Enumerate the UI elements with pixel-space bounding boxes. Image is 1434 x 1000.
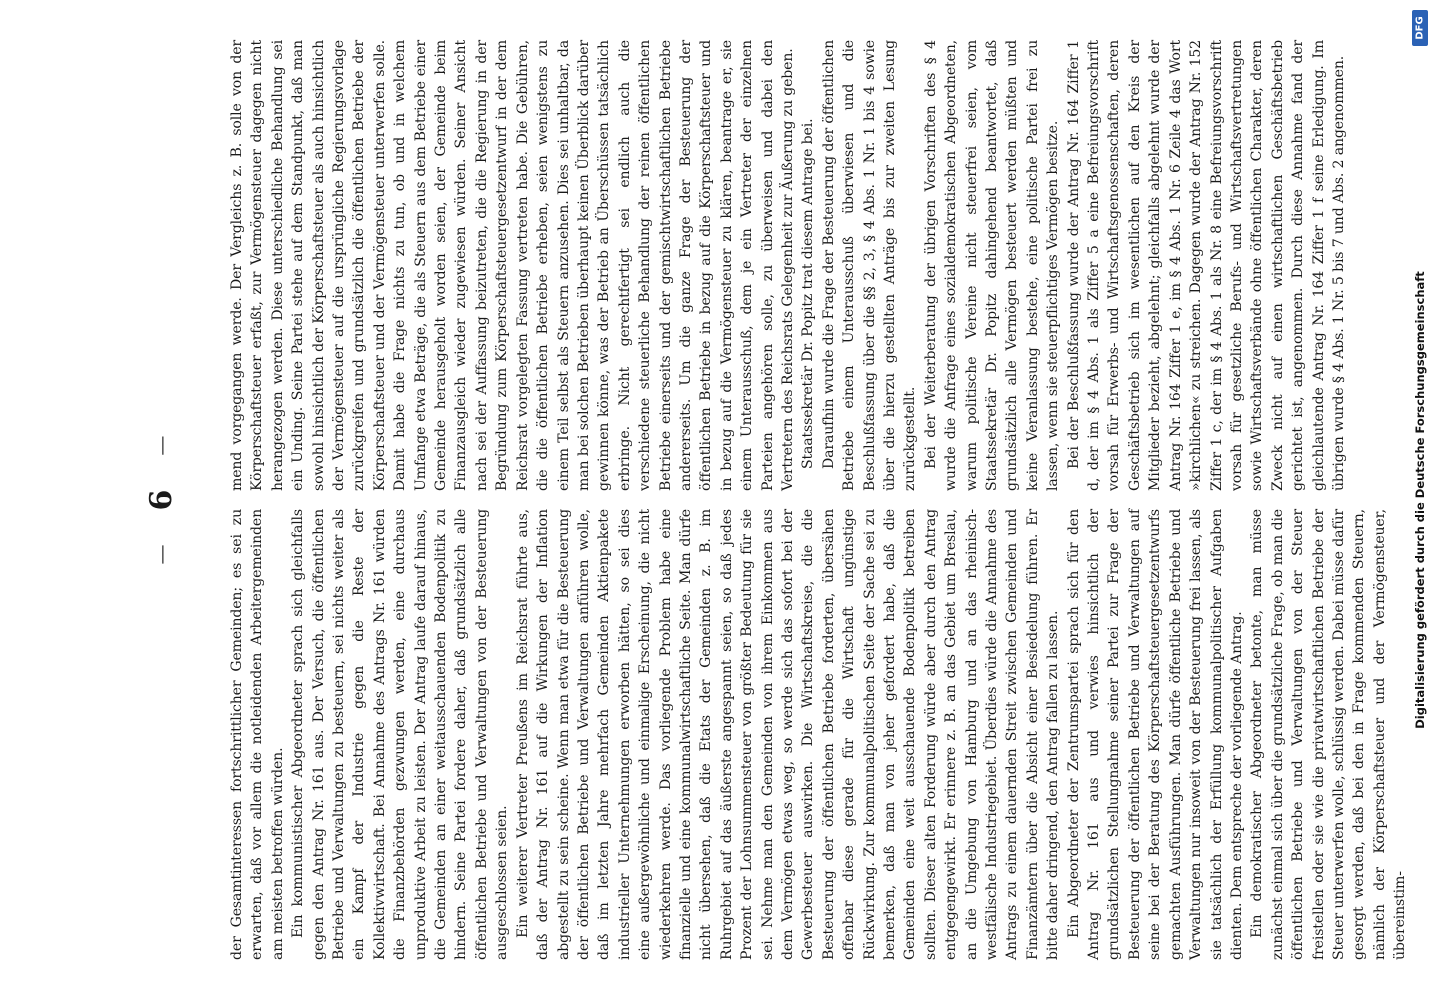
left-column bbox=[227, 509, 1409, 960]
paragraph: Daraufhin wurde die Frage der Besteuerung der öffentlichen Betriebe einem Unterausschuß überwiesen und die Beschlußfassung über die §§ 2, 3, § 4 Abs. 1 Nr. 1 bis 4 sowie über die hierzu gestellten Anträge bis zur zweiten Lesung zurückgestellt. bbox=[820, 40, 919, 491]
paragraph: Ein Abgeordneter der Zentrumspartei sprach sich für den Antrag Nr. 161 aus und verwies hinsichtlich der grundsätzlichen Stellungnahme seiner Partei zur Frage der Besteuerung der öffentlichen Betriebe und Verwaltungen auf seine bei der Beratung des Körperschaftsteuergesetzentwurfs gemachten Ausführungen. Man dürfe öffentliche Betriebe und Verwaltungen nur insoweit von der Besteuerung frei lassen, als sie tatsächlich der Erfüllung kommunalpolitischer Aufgaben dienten. Dem entspreche der vorliegende Antrag. bbox=[1065, 509, 1245, 960]
dfg-logo-text: DFG bbox=[1414, 16, 1426, 40]
paragraph: der Gesamtinteressen fortschrittlicher Gemeinden; es sei zu erwarten, daß vor allem die notleidenden Arbeitergemeinden am meisten betroffen würden. bbox=[229, 509, 286, 960]
paragraph: Bei der Weiterberatung der übrigen Vorschriften des § 4 wurde die Anfrage eines sozialdemokratischen Abgeordneten, warum politische Vereine nicht steuerfrei seien, vom Staatssekretär Dr. Popitz dahingehend beantwortet, daß grundsätzlich alle Vermögen besteuert werden müßten und keine Veranlassung bestehe, eine politische Partei frei zu lassen, wenn sie steuerpflichtiges Vermögen besitze. bbox=[922, 40, 1062, 491]
right-column bbox=[227, 40, 1347, 491]
page-header bbox=[141, 40, 181, 960]
text-columns bbox=[227, 40, 1409, 960]
page-number: 6 bbox=[143, 489, 179, 511]
paragraph: Bei der Beschlußfassung wurde der Antrag Nr. 164 Ziffer 1 d, der im § 4 Abs. 1 als Ziffer 5 a eine Befreiungsvorschrift vorsah für Erwerbs- und Wirtschaftsgenossenschaften, deren Geschäftsbetrieb sich im wesentlichen auf den Kreis der Mitglieder bezieht, abgelehnt; gleichfalls abgelehnt wurde der Antrag Nr. 164 Ziffer 1 e, im § 4 Abs. 1 Nr. 6 Zeile 4 das Wort »kirchlichen« zu streichen. Dagegen wurde der Antrag Nr. 152 Ziffer 1 c, der im § 4 Abs. 1 als Nr. 8 eine Befreiungsvorschrift vorsah für gesetzliche Berufs- und Wirtschaftsvertretungen sowie Wirtschaftsverbände ohne öffentlichen Charakter, deren Zweck nicht auf einen wirtschaftlichen Geschäftsbetrieb gerichtet ist, angenommen. Durch diese Annahme fand der gleichlautende Antrag Nr. 164 Ziffer 1 f seine Erledigung. Im übrigen wurde § 4 Abs. 1 Nr. 5 bis 7 und Abs. 2 angenommen. bbox=[1065, 40, 1347, 491]
dfg-logo bbox=[1412, 10, 1428, 46]
paragraph: mend vorgegangen werde. Der Vergleichs z. B. solle von der Körperschaftsteuer erfaßt, zur Vermögensteuer dagegen nicht herangezogen werden. Diese unterschiedliche Behandlung sei ein Unding. Seine Partei stehe auf dem Standpunkt, daß man sowohl hinsichtlich der Körperschaftsteuer als auch hinsichtlich der Vermögensteuer auf die ursprüngliche Regierungsvorlage zurückgreifen und grundsätzlich die öffentlichen Betriebe der Körperschaftsteuer und der Vermögensteuer unterwerfen solle. Damit habe die Frage nichts zu tun, ob und in welchem Umfange etwa Beträge, die als Steuern aus dem Betriebe einer Gemeinde herausgeholt worden seien, der Gemeinde beim Finanzausgleich wieder zugewiesen würden. Seiner Ansicht nach sei der Auffassung beizutreten, die die Regierung in der Begründung zum Körperschaftsteuergesetzentwurf in der dem Reichsrat vorgelegten Fassung vertreten habe. Die Gebühren, die die öffentlichen Betriebe erheben, seien wenigstens zu einem Teil selbst als Steuern anzusehen. Dies sei unhaltbar, da man bei solchen Betrieben überhaupt keinen Überblick darüber gewinnen könne, was der Betrieb an Überschüssen tatsächlich erbringe. Nicht gerechtfertigt sei endlich auch die verschiedene steuerliche Behandlung der reinen öffentlichen Betriebe einerseits und der gemischtwirtschaftlichen Betriebe andererseits. Um die ganze Frage der Besteuerung der öffentlichen Betriebe in bezug auf die Körperschaftsteuer und in bezug auf die Vermögensteuer zu klären, beantrage er, sie einem Unterausschuß, dem je ein Vertreter der einzelnen Parteien angehören solle, zu überweisen und dabei den Vertretern des Reichsrats Gelegenheit zur Äußerung zu geben. bbox=[229, 40, 796, 491]
paragraph: Ein demokratischer Abgeordneter betonte, man müsse zunächst einmal sich über die grundsätzliche Frage, ob man die öffentlichen Betriebe und Verwaltungen von der Steuer freistellen oder sie wie die privatwirtschaftlichen Betriebe der Steuer unterwerfen wolle, schlüssig werden. Dabei müsse dafür gesorgt werden, daß bei den in Frage kommenden Steuern, nämlich der Körperschaftsteuer und der Vermögensteuer, übereinstim- bbox=[1249, 509, 1409, 960]
header-dash-right: — bbox=[149, 435, 173, 456]
paragraph: Ein kommunistischer Abgeordneter sprach sich gleichfalls gegen den Antrag Nr. 161 aus. Der Versuch, die öffentlichen Betriebe und Verwaltungen zu besteuern, sei nichts weiter als ein Kampf der Industrie gegen die Reste der Kollektivwirtschaft. Bei Annahme des Antrags Nr. 161 würden die Finanzbehörden gezwungen werden, eine durchaus unproduktive Arbeit zu leisten. Der Antrag laufe darauf hinaus, die Gemeinden an einer weitausschauenden Bodenpolitik zu hindern. Seine Partei fordere daher, daß grundsätzlich alle öffentlichen Betriebe und Verwaltungen von der Besteuerung ausgeschlossen seien. bbox=[290, 509, 511, 960]
header-dash-left: — bbox=[149, 544, 173, 565]
paragraph: Ein weiterer Vertreter Preußens im Reichsrat führte aus, daß der Antrag Nr. 161 auf die Wirkungen der Inflation abgestellt zu sein scheine. Wenn man etwa für die Besteuerung der öffentlichen Betriebe und Verwaltungen anführen wolle, daß im letzten Jahre mehrfach Gemeinden Aktienpakete industrieller Unternehmungen erworben hätten, so sei dies eine außergewöhnliche und einmalige Erscheinung, die nicht wiederkehren werde. Das vorliegende Problem habe eine finanzielle und eine kommunalwirtschaftliche Seite. Man dürfe nicht übersehen, daß die Etats der Gemeinden z. B. im Ruhrgebiet auf das äußerste angespannt seien, so daß jedes Prozent der Lohnsummensteuer von größter Bedeutung für sie sei. Nehme man den Gemeinden von ihrem Einkommen aus dem Vermögen etwas weg, so werde sich das sofort bei der Gewerbesteuer auswirken. Die Wirtschaftskreise, die die Besteuerung der öffentlichen Betriebe forderten, übersähen offenbar diese gerade für die Wirtschaft ungünstige Rückwirkung. Zur kommunalpolitischen Seite der Sache sei zu bemerken, daß man von jeher gefordert habe, daß die Gemeinden eine weit ausschauende Bodenpolitik betreiben sollten. Dieser alten Forderung würde aber durch den Antrag entgegengewirkt. Er erinnere z. B. an das Gebiet um Breslau, an die Umgebung von Hamburg und an das rheinisch-westfälische Industriegebiet. Überdies würde die Annahme des Antrags zu einem dauernden Streit zwischen Gemeinden und Finanzämtern über die Absicht einer Besiedelung führen. Er bitte daher dringend, den Antrag fallen zu lassen. bbox=[514, 509, 1062, 960]
digitization-credit bbox=[1410, 6, 1430, 994]
document-page bbox=[127, 40, 1409, 960]
paragraph: Staatssekretär Dr. Popitz trat diesem Antrage bei. bbox=[800, 118, 817, 469]
credit-text: Digitalisierung gefördert durch die Deutsche Forschungsgemeinschaft bbox=[1413, 271, 1427, 729]
